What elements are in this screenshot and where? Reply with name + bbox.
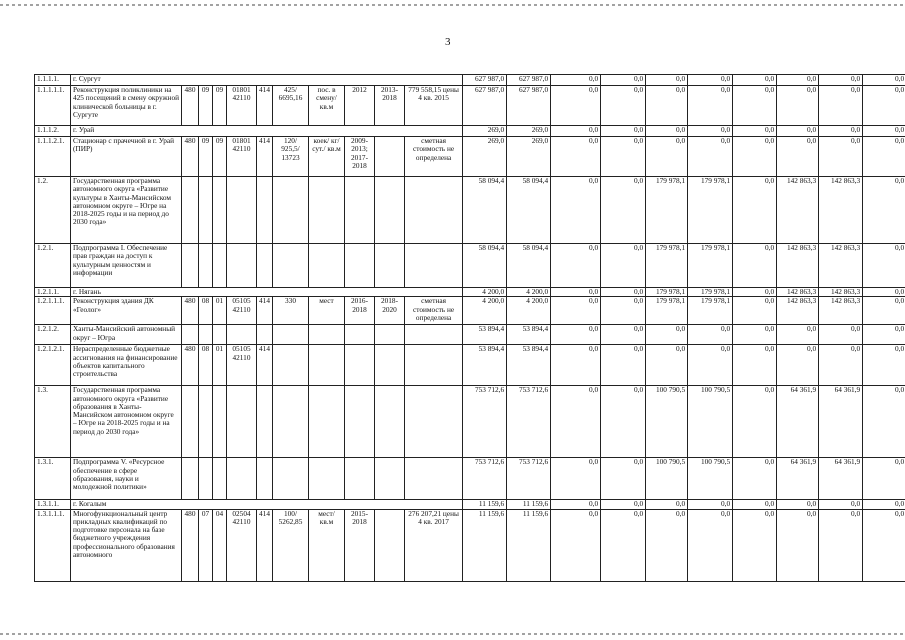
cell-name: Нераспределенные бюджетные ассигнования на финансирование объектов капитального строительства <box>71 345 182 386</box>
cell-total-fund: 53 894,4 <box>507 325 551 345</box>
page-number: 3 <box>445 36 451 48</box>
cell-code: 1.2. <box>35 177 71 244</box>
cell-vr: 414 <box>257 137 273 177</box>
cell-total-limit: 753 712,6 <box>463 386 507 458</box>
cell-sum8: 0,0 <box>777 509 819 581</box>
cell-end-year <box>375 177 405 244</box>
cell-sum9: 142 863,3 <box>819 288 863 297</box>
cell-sum3: 0,0 <box>551 75 601 86</box>
cell-sum3: 0,0 <box>551 386 601 458</box>
cell-total-limit: 53 894,4 <box>463 325 507 345</box>
cell-territory: г. Урай <box>71 126 463 137</box>
cell-total-fund: 627 987,0 <box>507 75 551 86</box>
cell-start-year: 2009-2013; 2017-2018 <box>345 137 375 177</box>
cell-sum3: 0,0 <box>551 137 601 177</box>
cell-capacity <box>273 244 309 288</box>
cell-total-limit: 11 159,6 <box>463 509 507 581</box>
table-row <box>35 458 905 500</box>
table-row <box>35 500 905 509</box>
cell-podrazdel <box>213 177 227 244</box>
cell-estimated-cost <box>405 458 463 500</box>
cell-sum5: 0,0 <box>646 509 688 581</box>
cell-sum7: 0,0 <box>733 509 777 581</box>
table-row <box>35 325 905 345</box>
cell-name: Государственная программа автономного округа «Развитие образования в Ханты-Мансийском автономном округе – Югре на 2018-2025 годы и на период до 2030 года» <box>71 386 182 458</box>
cell-unit <box>309 458 345 500</box>
cell-estimated-cost: сметная стоимость не определена <box>405 137 463 177</box>
cell-sum8: 0,0 <box>777 345 819 386</box>
cell-podrazdel: 04 <box>213 509 227 581</box>
cell-podrazdel <box>213 325 227 345</box>
cell-sum3: 0,0 <box>551 325 601 345</box>
cell-sum7: 0,0 <box>733 458 777 500</box>
cell-code: 1.3. <box>35 386 71 458</box>
cell-end-year <box>375 345 405 386</box>
cell-start-year <box>345 325 375 345</box>
cell-start-year <box>345 458 375 500</box>
cell-sum5: 100 790,5 <box>646 386 688 458</box>
cell-sum6: 179 978,1 <box>688 297 733 325</box>
cell-sum5: 179 978,1 <box>646 297 688 325</box>
table-row <box>35 75 905 86</box>
cell-sum4: 0,0 <box>601 500 646 509</box>
cell-total-limit: 627 987,0 <box>463 86 507 126</box>
cell-sum4: 0,0 <box>601 126 646 137</box>
cell-territory: г. Нягань <box>71 288 463 297</box>
cell-end-year <box>375 325 405 345</box>
cell-total-fund: 58 094,4 <box>507 244 551 288</box>
cell-sum5: 179 978,1 <box>646 244 688 288</box>
cell-total-limit: 269,0 <box>463 126 507 137</box>
cell-start-year <box>345 345 375 386</box>
cell-name: Реконструкция здания ДК «Геолог» <box>71 297 182 325</box>
cell-razdel: 07 <box>199 509 213 581</box>
cell-csr <box>227 325 257 345</box>
cell-total-fund: 4 200,0 <box>507 297 551 325</box>
cell-unit <box>309 345 345 386</box>
cell-sum5: 0,0 <box>646 137 688 177</box>
cell-vr: 414 <box>257 86 273 126</box>
cell-sum6: 179 978,1 <box>688 177 733 244</box>
table-row <box>35 137 905 177</box>
cell-code: 1.2.1. <box>35 244 71 288</box>
cell-gp: 480 <box>182 297 199 325</box>
cell-start-year <box>345 386 375 458</box>
cell-unit: мест <box>309 297 345 325</box>
cell-total-fund: 53 894,4 <box>507 345 551 386</box>
cell-vr <box>257 386 273 458</box>
cell-capacity <box>273 325 309 345</box>
cell-sum9: 142 863,3 <box>819 177 863 244</box>
cell-sum5: 0,0 <box>646 500 688 509</box>
cell-csr: 05105 42110 <box>227 297 257 325</box>
cell-gp: 480 <box>182 345 199 386</box>
cell-sum3: 0,0 <box>551 345 601 386</box>
cell-gp: 480 <box>182 137 199 177</box>
cell-sum4: 0,0 <box>601 177 646 244</box>
table-row <box>35 177 905 244</box>
cell-csr: 01801 42110 <box>227 137 257 177</box>
cell-code: 1.2.1.1.1. <box>35 297 71 325</box>
table-row <box>35 509 905 581</box>
cell-sum10: 0,0 <box>863 386 905 458</box>
cell-vr <box>257 458 273 500</box>
cell-sum7: 0,0 <box>733 177 777 244</box>
cell-capacity <box>273 345 309 386</box>
cell-name: Подпрограмма I. Обеспечение прав граждан на доступ к культурным ценностям и информации <box>71 244 182 288</box>
cell-sum8: 142 863,3 <box>777 297 819 325</box>
cell-unit <box>309 177 345 244</box>
cell-sum10: 0,0 <box>863 177 905 244</box>
cell-sum7: 0,0 <box>733 86 777 126</box>
cell-total-fund: 269,0 <box>507 126 551 137</box>
cell-territory: г. Когалым <box>71 500 463 509</box>
cell-name: Подпрограмма V. «Ресурсное обеспечение в сфере образования, науки и молодежной политики» <box>71 458 182 500</box>
cell-sum8: 142 863,3 <box>777 288 819 297</box>
cell-sum9: 64 361,9 <box>819 458 863 500</box>
cell-sum5: 0,0 <box>646 345 688 386</box>
cell-sum7: 0,0 <box>733 345 777 386</box>
cell-sum10: 0,0 <box>863 458 905 500</box>
cell-sum9: 64 361,9 <box>819 386 863 458</box>
cell-estimated-cost <box>405 345 463 386</box>
cell-sum6: 0,0 <box>688 345 733 386</box>
cell-vr <box>257 244 273 288</box>
cell-csr <box>227 458 257 500</box>
cell-sum5: 0,0 <box>646 86 688 126</box>
cell-sum8: 0,0 <box>777 325 819 345</box>
cell-name: Многофункциональный центр прикладных квалификаций по подготовке персонала на базе бюджетного учреждения профессионального образования автономного <box>71 509 182 581</box>
cell-end-year <box>375 509 405 581</box>
cell-code: 1.3.1.1. <box>35 500 71 509</box>
table-row <box>35 297 905 325</box>
cell-code: 1.3.1. <box>35 458 71 500</box>
cell-sum4: 0,0 <box>601 325 646 345</box>
cell-podrazdel: 09 <box>213 86 227 126</box>
cell-csr: 02504 42110 <box>227 509 257 581</box>
cell-sum3: 0,0 <box>551 288 601 297</box>
cell-estimated-cost <box>405 386 463 458</box>
cell-podrazdel: 01 <box>213 297 227 325</box>
cell-sum5: 0,0 <box>646 325 688 345</box>
cell-sum5: 0,0 <box>646 75 688 86</box>
cell-sum7: 0,0 <box>733 297 777 325</box>
cell-podrazdel <box>213 458 227 500</box>
cell-sum7: 0,0 <box>733 126 777 137</box>
cell-sum7: 0,0 <box>733 75 777 86</box>
cell-razdel <box>199 325 213 345</box>
cell-podrazdel <box>213 386 227 458</box>
cell-capacity: 100/ 5262,85 <box>273 509 309 581</box>
cell-capacity <box>273 458 309 500</box>
cell-csr <box>227 244 257 288</box>
cell-sum7: 0,0 <box>733 500 777 509</box>
cell-total-limit: 753 712,6 <box>463 458 507 500</box>
cell-unit: пос. в смену/ кв.м <box>309 86 345 126</box>
cell-sum3: 0,0 <box>551 509 601 581</box>
cell-capacity: 425/ 6695,16 <box>273 86 309 126</box>
cell-start-year <box>345 177 375 244</box>
cell-end-year <box>375 137 405 177</box>
cell-sum4: 0,0 <box>601 86 646 126</box>
cell-estimated-cost: сметная стоимость не определена <box>405 297 463 325</box>
cell-sum3: 0,0 <box>551 458 601 500</box>
cell-sum4: 0,0 <box>601 297 646 325</box>
cell-code: 1.1.1.1. <box>35 75 71 86</box>
cell-podrazdel: 09 <box>213 137 227 177</box>
cell-total-fund: 4 200,0 <box>507 288 551 297</box>
cell-total-limit: 627 987,0 <box>463 75 507 86</box>
cell-sum6: 0,0 <box>688 75 733 86</box>
cell-gp <box>182 177 199 244</box>
cell-sum7: 0,0 <box>733 288 777 297</box>
cell-estimated-cost <box>405 325 463 345</box>
cell-vr: 414 <box>257 297 273 325</box>
cell-podrazdel: 01 <box>213 345 227 386</box>
cell-sum8: 64 361,9 <box>777 386 819 458</box>
table-row <box>35 244 905 288</box>
cell-razdel: 08 <box>199 345 213 386</box>
cell-sum10: 0,0 <box>863 244 905 288</box>
cell-total-limit: 4 200,0 <box>463 288 507 297</box>
cell-sum4: 0,0 <box>601 458 646 500</box>
cell-sum10: 0,0 <box>863 297 905 325</box>
cell-sum8: 0,0 <box>777 137 819 177</box>
cell-total-fund: 269,0 <box>507 137 551 177</box>
cell-sum5: 0,0 <box>646 126 688 137</box>
cell-start-year <box>345 244 375 288</box>
cell-razdel <box>199 386 213 458</box>
cell-sum9: 0,0 <box>819 126 863 137</box>
cell-total-limit: 53 894,4 <box>463 345 507 386</box>
cell-total-limit: 58 094,4 <box>463 177 507 244</box>
cell-sum3: 0,0 <box>551 177 601 244</box>
cell-end-year <box>375 386 405 458</box>
cell-capacity: 120/ 925,5/ 13723 <box>273 137 309 177</box>
cell-capacity <box>273 386 309 458</box>
cell-sum9: 0,0 <box>819 345 863 386</box>
cell-sum8: 142 863,3 <box>777 177 819 244</box>
cell-sum6: 0,0 <box>688 500 733 509</box>
cell-unit: коек/ кг/ сут./ кв.м <box>309 137 345 177</box>
cell-territory: г. Сургут <box>71 75 463 86</box>
cell-sum7: 0,0 <box>733 325 777 345</box>
cell-unit: мест/ кв.м <box>309 509 345 581</box>
cell-start-year: 2015-2018 <box>345 509 375 581</box>
cell-sum9: 0,0 <box>819 325 863 345</box>
cell-sum8: 0,0 <box>777 75 819 86</box>
cell-sum7: 0,0 <box>733 137 777 177</box>
cell-sum6: 100 790,5 <box>688 458 733 500</box>
cell-end-year: 2013-2018 <box>375 86 405 126</box>
cell-code: 1.3.1.1.1. <box>35 509 71 581</box>
cell-csr <box>227 386 257 458</box>
cell-total-limit: 58 094,4 <box>463 244 507 288</box>
cell-sum10: 0,0 <box>863 345 905 386</box>
table-row <box>35 288 905 297</box>
cell-csr: 05105 42110 <box>227 345 257 386</box>
cell-start-year: 2016-2018 <box>345 297 375 325</box>
cell-capacity <box>273 177 309 244</box>
cell-unit <box>309 244 345 288</box>
table-row <box>35 126 905 137</box>
cell-sum10: 0,0 <box>863 75 905 86</box>
cell-sum3: 0,0 <box>551 297 601 325</box>
cell-estimated-cost: 779 558,15 цены 4 кв. 2015 <box>405 86 463 126</box>
cell-vr <box>257 325 273 345</box>
cell-total-fund: 11 159,6 <box>507 500 551 509</box>
cell-code: 1.2.1.2. <box>35 325 71 345</box>
cell-code: 1.1.1.2. <box>35 126 71 137</box>
cell-sum9: 0,0 <box>819 500 863 509</box>
cell-sum9: 142 863,3 <box>819 244 863 288</box>
cell-sum5: 179 978,1 <box>646 288 688 297</box>
cell-sum6: 0,0 <box>688 137 733 177</box>
cell-total-fund: 753 712,6 <box>507 386 551 458</box>
cell-razdel: 08 <box>199 297 213 325</box>
cell-vr: 414 <box>257 345 273 386</box>
cell-start-year: 2012 <box>345 86 375 126</box>
cell-sum6: 179 978,1 <box>688 244 733 288</box>
cell-sum10: 0,0 <box>863 86 905 126</box>
cell-sum9: 0,0 <box>819 75 863 86</box>
cell-code: 1.1.1.1.1. <box>35 86 71 126</box>
cell-end-year: 2018-2020 <box>375 297 405 325</box>
cell-gp <box>182 244 199 288</box>
cell-name: Государственная программа автономного округа «Развитие культуры в Ханты-Мансийском автономном округе – Югре на 2018-2025 годы и на период до 2030 года» <box>71 177 182 244</box>
cell-sum4: 0,0 <box>601 386 646 458</box>
cell-total-limit: 269,0 <box>463 137 507 177</box>
cell-sum7: 0,0 <box>733 244 777 288</box>
table-row <box>35 86 905 126</box>
cell-podrazdel <box>213 244 227 288</box>
cell-name: Ханты-Мансийский автономный округ – Югра <box>71 325 182 345</box>
cell-sum4: 0,0 <box>601 345 646 386</box>
cell-sum10: 0,0 <box>863 288 905 297</box>
cell-gp <box>182 325 199 345</box>
cell-sum4: 0,0 <box>601 509 646 581</box>
cell-razdel <box>199 458 213 500</box>
cell-total-limit: 11 159,6 <box>463 500 507 509</box>
cell-name: Реконструкция поликлиники на 425 посещений в смену окружной клинической больницы в г. Сургуте <box>71 86 182 126</box>
cell-code: 1.2.1.1. <box>35 288 71 297</box>
cell-capacity: 330 <box>273 297 309 325</box>
cell-sum6: 0,0 <box>688 509 733 581</box>
cell-gp <box>182 458 199 500</box>
cell-sum5: 179 978,1 <box>646 177 688 244</box>
cell-sum10: 0,0 <box>863 126 905 137</box>
capital-construction-table <box>34 74 905 582</box>
table-row <box>35 345 905 386</box>
cell-sum8: 142 863,3 <box>777 244 819 288</box>
cell-code: 1.2.1.2.1. <box>35 345 71 386</box>
cell-sum9: 0,0 <box>819 137 863 177</box>
cell-unit <box>309 325 345 345</box>
scan-edge-top <box>0 4 905 6</box>
cell-gp <box>182 386 199 458</box>
cell-vr: 414 <box>257 509 273 581</box>
cell-code: 1.1.1.2.1. <box>35 137 71 177</box>
table-row <box>35 386 905 458</box>
cell-razdel: 09 <box>199 86 213 126</box>
cell-name: Стационар с прачечной в г. Урай (ПИР) <box>71 137 182 177</box>
cell-sum9: 0,0 <box>819 86 863 126</box>
scan-edge-bottom <box>0 633 905 635</box>
cell-sum8: 0,0 <box>777 86 819 126</box>
cell-gp: 480 <box>182 509 199 581</box>
cell-total-limit: 4 200,0 <box>463 297 507 325</box>
cell-sum6: 0,0 <box>688 126 733 137</box>
cell-total-fund: 753 712,6 <box>507 458 551 500</box>
cell-estimated-cost: 276 207,21 цены 4 кв. 2017 <box>405 509 463 581</box>
cell-estimated-cost <box>405 244 463 288</box>
cell-sum10: 0,0 <box>863 137 905 177</box>
cell-sum6: 179 978,1 <box>688 288 733 297</box>
cell-estimated-cost <box>405 177 463 244</box>
cell-sum10: 0,0 <box>863 509 905 581</box>
cell-sum3: 0,0 <box>551 244 601 288</box>
cell-sum3: 0,0 <box>551 500 601 509</box>
cell-sum8: 0,0 <box>777 500 819 509</box>
cell-sum8: 64 361,9 <box>777 458 819 500</box>
cell-csr: 01801 42110 <box>227 86 257 126</box>
cell-unit <box>309 386 345 458</box>
cell-sum4: 0,0 <box>601 137 646 177</box>
cell-total-fund: 627 987,0 <box>507 86 551 126</box>
cell-sum8: 0,0 <box>777 126 819 137</box>
cell-total-fund: 58 094,4 <box>507 177 551 244</box>
cell-sum6: 0,0 <box>688 86 733 126</box>
cell-sum10: 0,0 <box>863 325 905 345</box>
cell-sum9: 0,0 <box>819 509 863 581</box>
cell-sum4: 0,0 <box>601 288 646 297</box>
table-body <box>35 75 905 582</box>
cell-vr <box>257 177 273 244</box>
cell-sum4: 0,0 <box>601 75 646 86</box>
cell-sum6: 0,0 <box>688 325 733 345</box>
cell-sum3: 0,0 <box>551 86 601 126</box>
cell-razdel <box>199 177 213 244</box>
cell-razdel: 09 <box>199 137 213 177</box>
cell-sum7: 0,0 <box>733 386 777 458</box>
cell-gp: 480 <box>182 86 199 126</box>
cell-end-year <box>375 244 405 288</box>
cell-sum10: 0,0 <box>863 500 905 509</box>
cell-sum3: 0,0 <box>551 126 601 137</box>
cell-razdel <box>199 244 213 288</box>
cell-sum6: 100 790,5 <box>688 386 733 458</box>
cell-sum4: 0,0 <box>601 244 646 288</box>
cell-end-year <box>375 458 405 500</box>
cell-sum9: 142 863,3 <box>819 297 863 325</box>
cell-csr <box>227 177 257 244</box>
cell-total-fund: 11 159,6 <box>507 509 551 581</box>
cell-sum5: 100 790,5 <box>646 458 688 500</box>
